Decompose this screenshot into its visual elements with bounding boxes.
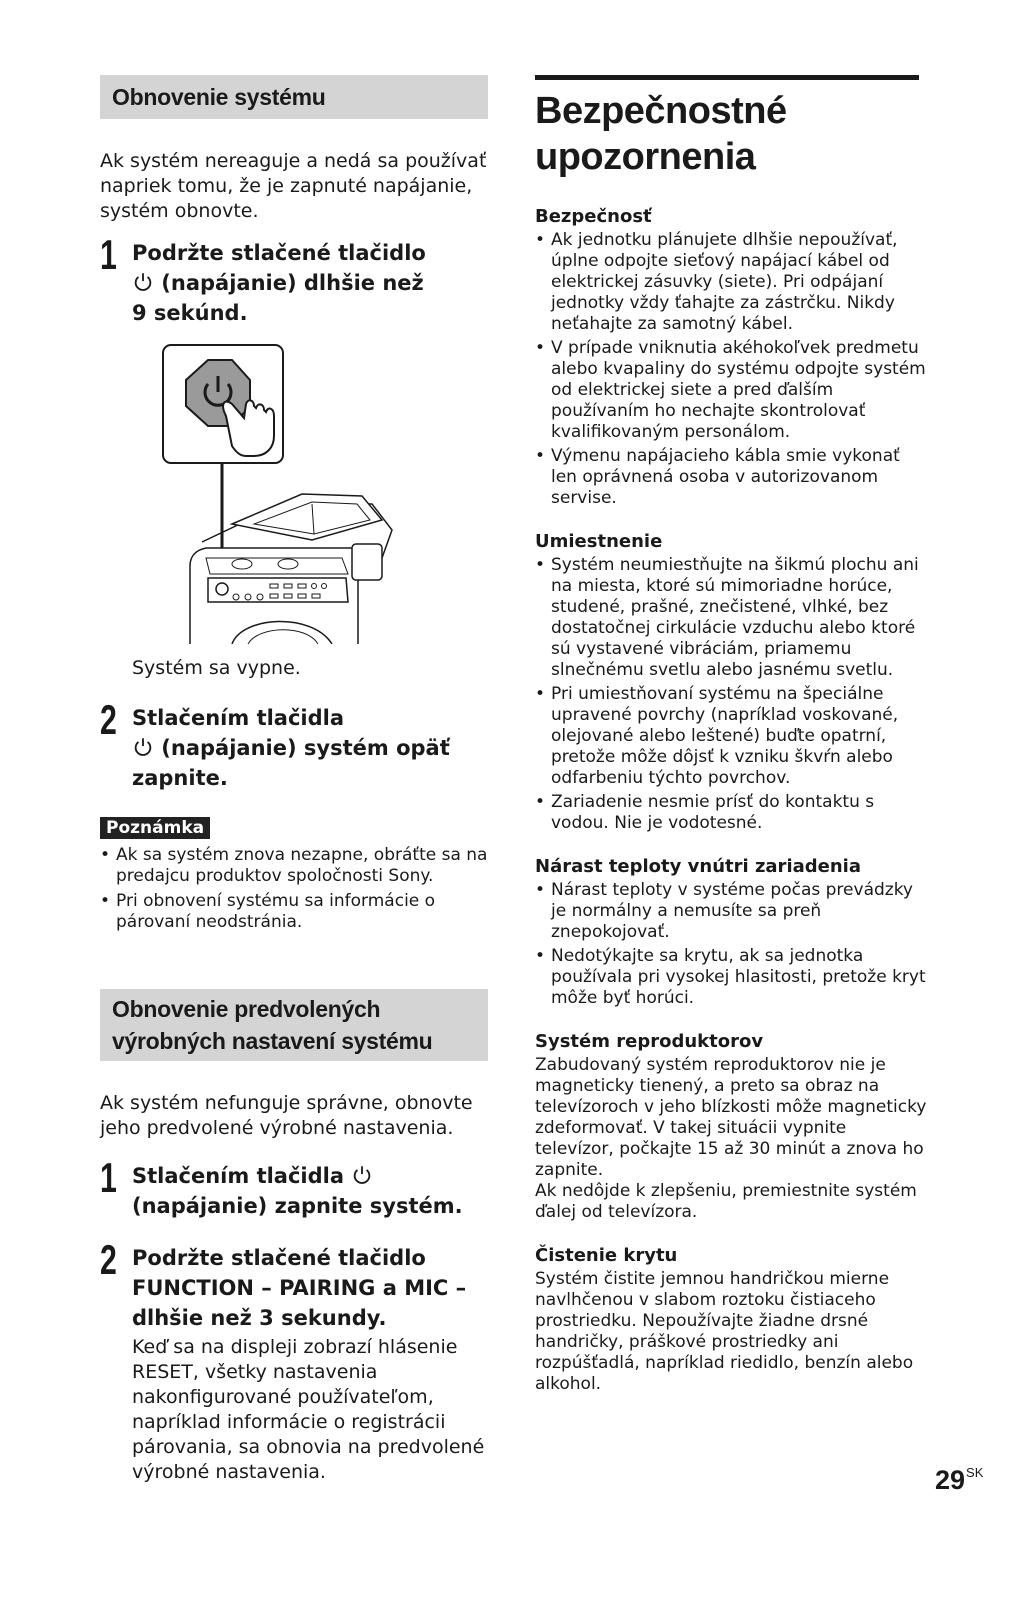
title-rule — [535, 75, 919, 80]
step-title — [132, 1161, 488, 1221]
heat-heading: Nárast teploty vnútri zariadenia — [535, 856, 861, 877]
step-title-part: Stlačením tlačidla — [132, 1164, 352, 1188]
list-item: • Výmenu napájacieho kábla smie vykonať len oprávnená osoba v autorizovanom servise. — [535, 446, 927, 509]
device-illustration — [162, 344, 494, 644]
page-number-value: 29 — [935, 1465, 966, 1495]
placement-heading: Umiestnenie — [535, 531, 663, 552]
list-item: • V prípade vniknutia akéhokoľvek predmetu alebo kvapaliny do systému odpojte systém od elektrickej siete a pred ďalším používaním ho nechajte skontrolovať kvalifikovaným personálom. — [535, 338, 927, 443]
factory-step-2 — [100, 1236, 488, 1485]
speaker-text-2: Ak nedôjde k zlepšeniu, premiestnite systém ďalej od televízora. — [535, 1181, 917, 1222]
power-icon — [132, 271, 154, 293]
step-detail: Keď sa na displeji zobrazí hlásenie RESET, všetky nastavenia nakonfigurované používateľom, napríklad informácie o registrácii párovania, sa obnovia na predvolené výrobné nastavenia. — [132, 1336, 485, 1483]
title-line: upozornenia — [535, 136, 756, 178]
page-title — [535, 88, 927, 180]
title-line: Bezpečnostné — [535, 90, 787, 132]
cleaning-text: Systém čistite jemnou handričkou mierne navlhčenou v slabom roztoku čistiaceho prostriedku. Nepoužívajte žiadne drsné handričky, práškové prostriedky ani rozpúšťadlá, napríklad riedidlo, benzín alebo alkohol. — [535, 1269, 914, 1394]
list-item: • Ak jednotku plánujete dlhšie nepoužívať, úplne odpojte sieťový napájací kábel od elektrickej zásuvky (siete). Pri odpájaní jednotky vždy ťahajte za zástrčku. Nikdy neťahajte za samotný kábel. — [535, 230, 927, 335]
note-label: Poznámka — [100, 817, 210, 839]
step-title-part: (napájanie) zapnite systém. — [132, 1194, 463, 1218]
heading-line: výrobných nastavení systému — [112, 1028, 433, 1054]
power-icon — [132, 736, 154, 758]
heat-list — [535, 880, 927, 1009]
step-number: 1 — [100, 231, 117, 278]
step-title — [132, 703, 488, 793]
step-title-part: Stlačením tlačidla — [132, 706, 345, 730]
cleaning-heading: Čistenie krytu — [535, 1245, 678, 1266]
reset-intro: Ak systém nereaguje a nedá sa používať napriek tomu, že je zapnuté napájanie, systém obnovte. — [100, 150, 487, 222]
note-list — [100, 845, 488, 933]
step-title-part: Podržte stlačené tlačidlo — [132, 241, 426, 265]
step-title: Podržte stlačené tlačidlo FUNCTION – PAIRING a MIC – dlhšie než 3 sekundy. — [132, 1246, 467, 1330]
step-title-part: (napájanie) systém opäť — [154, 736, 450, 760]
page-number — [935, 1457, 983, 1496]
reset-step-2 — [100, 696, 488, 793]
power-icon — [351, 1164, 373, 1186]
step-title-part: zapnite. — [132, 766, 228, 790]
safety-list — [535, 230, 927, 509]
list-item: • Pri obnovení systému sa informácie o párovaní neodstránia. — [100, 891, 488, 933]
section-heading-reset-system: Obnovenie systému — [100, 75, 488, 119]
list-item: • Nedotýkajte sa krytu, ak sa jednotka používala pri vysokej hlasitosti, pretože kryt môže byť horúci. — [535, 946, 927, 1009]
left-column — [100, 75, 488, 1485]
reset-step-1 — [100, 231, 488, 328]
step-title-part: (napájanie) dlhšie než — [154, 271, 424, 295]
factory-intro: Ak systém nefunguje správne, obnovte jeho predvolené výrobné nastavenia. — [100, 1092, 473, 1139]
heading-line: Obnovenie predvolených — [112, 996, 381, 1022]
placement-list — [535, 555, 927, 834]
list-item: • Systém neumiestňujte na šikmú plochu ani na miesta, ktoré sú mimoriadne horúce, studené, prašné, znečistené, vlhké, bez dostatočnej cirkulácie vzduchu alebo ktoré sú vystavené vibráciám, priamemu slnečnému svetlu alebo jasnému svetlu. — [535, 555, 927, 681]
right-column — [535, 75, 927, 1395]
step-title — [132, 238, 488, 328]
factory-step-1 — [100, 1154, 488, 1221]
speaker-heading: Systém reproduktorov — [535, 1031, 764, 1052]
reset-step-1-result: Systém sa vypne. — [132, 657, 301, 679]
list-item: • Zariadenie nesmie prísť do kontaktu s vodou. Nie je vodotesné. — [535, 792, 927, 834]
section-heading-factory-reset — [100, 989, 488, 1061]
safety-heading: Bezpečnosť — [535, 206, 652, 227]
list-item: • Pri umiestňovaní systému na špeciálne upravené povrchy (napríklad voskované, olejované alebo leštené) buďte opatrní, pretože môže dôjsť k vzniku škvŕn alebo odfarbeniu týchto povrchov. — [535, 684, 927, 789]
step-number: 2 — [100, 1236, 117, 1283]
list-item: • Ak sa systém znova nezapne, obráťte sa na predajcu produktov spoločnosti Sony. — [100, 845, 488, 887]
step-title-part: 9 sekúnd. — [132, 301, 248, 325]
speaker-text: Zabudovaný systém reproduktorov nie je magneticky tienený, a preto sa obraz na televízoroch v jeho blízkosti môže magneticky zdeformovať. V takej situácii vypnite televízor, počkajte 15 až 30 minút a znova ho zapnite. — [535, 1055, 927, 1180]
step-number: 1 — [100, 1154, 117, 1201]
language-code: SK — [966, 1465, 984, 1480]
list-item: • Nárast teploty v systéme počas prevádzky je normálny a nemusíte sa preň znepokojovať. — [535, 880, 927, 943]
step-number: 2 — [100, 696, 117, 743]
